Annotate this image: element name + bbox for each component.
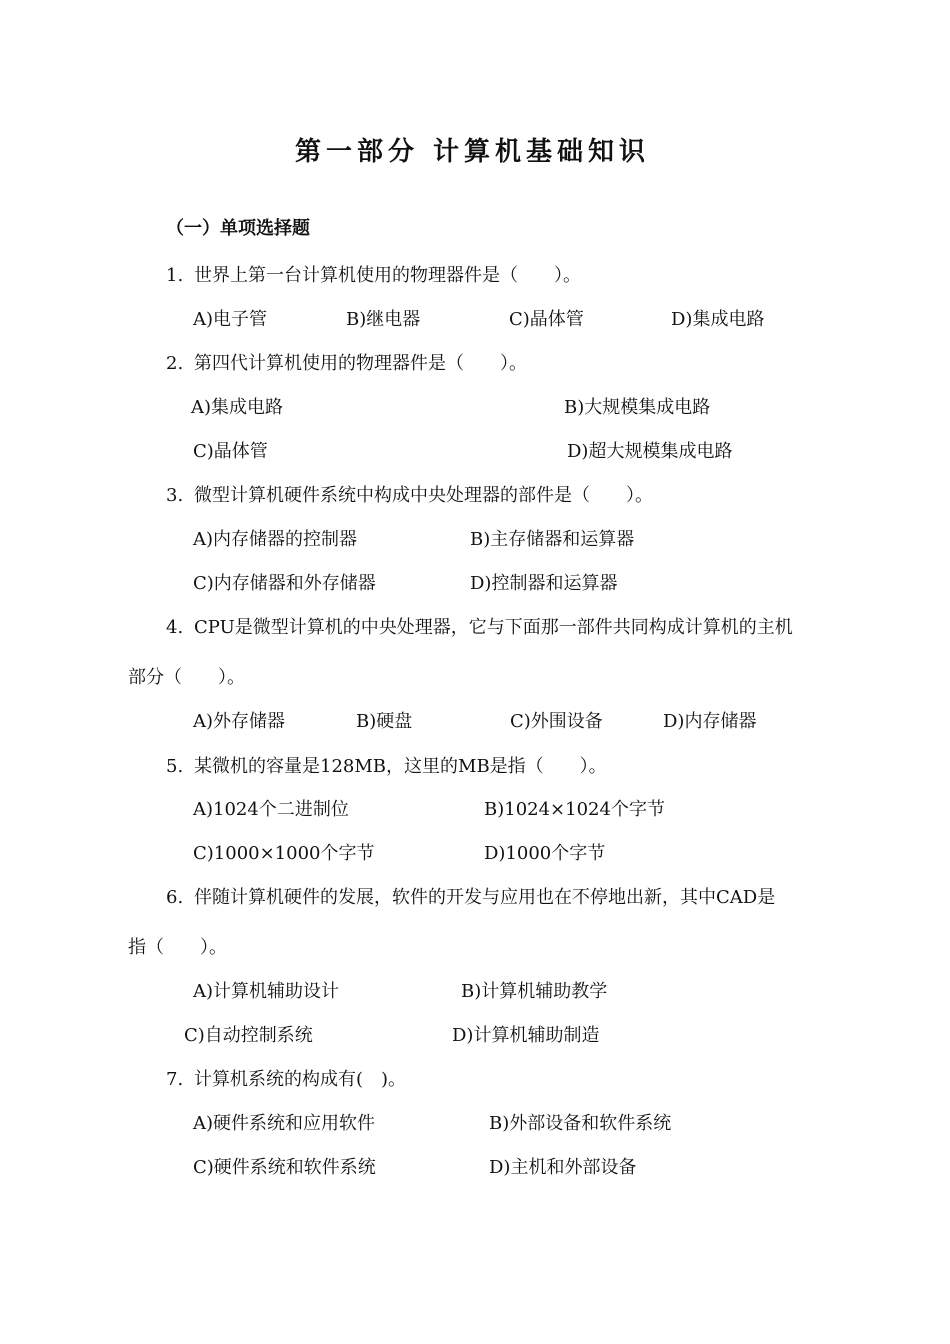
question-2-option-c: C)晶体管 bbox=[193, 441, 268, 462]
question-7-option-c: C)硬件系统和软件系统 bbox=[193, 1157, 376, 1178]
question-4-text-continued: 部分（ ）。 bbox=[128, 667, 245, 688]
question-3-option-d: D)控制器和运算器 bbox=[470, 573, 618, 594]
question-4-text: CPU是微型计算机的中央处理器，它与下面那一部件共同构成计算机的主机 bbox=[194, 617, 793, 638]
question-6-text: 伴随计算机硬件的发展，软件的开发与应用也在不停地出新，其中CAD是 bbox=[194, 887, 776, 908]
question-4-option-d: D)内存储器 bbox=[663, 711, 757, 732]
question-4-option-a: A)外存储器 bbox=[193, 711, 286, 732]
question-4-option-b: B)硬盘 bbox=[356, 711, 413, 732]
question-2-option-b: B)大规模集成电路 bbox=[564, 397, 711, 418]
question-3-option-c: C)内存储器和外存储器 bbox=[193, 573, 376, 594]
question-6-option-d: D)计算机辅助制造 bbox=[452, 1025, 600, 1046]
question-1-option-a: A)电子管 bbox=[193, 309, 268, 330]
question-4-option-c: C)外围设备 bbox=[510, 711, 603, 732]
section-heading: （一）单项选择题 bbox=[166, 218, 310, 239]
question-5-option-a: A)1024个二进制位 bbox=[193, 799, 349, 820]
question-5-option-c: C)1000×1000个字节 bbox=[193, 843, 375, 864]
page-title: 第一部分 计算机基础知识 bbox=[295, 137, 651, 167]
question-5-text: 某微机的容量是128MB，这里的MB是指（ ）。 bbox=[194, 756, 607, 777]
question-2-text: 第四代计算机使用的物理器件是（ ）。 bbox=[194, 353, 527, 374]
question-4-number: 4. bbox=[166, 617, 184, 638]
question-6-number: 6. bbox=[166, 887, 184, 908]
question-7-option-a: A)硬件系统和应用软件 bbox=[193, 1113, 376, 1134]
question-5-number: 5. bbox=[166, 756, 184, 777]
question-2-option-d: D)超大规模集成电路 bbox=[567, 441, 733, 462]
question-3-text: 微型计算机硬件系统中构成中央处理器的部件是（ ）。 bbox=[194, 485, 653, 506]
question-1-option-c: C)晶体管 bbox=[509, 309, 584, 330]
question-1-number: 1. bbox=[166, 265, 184, 286]
question-3-option-b: B)主存储器和运算器 bbox=[470, 529, 635, 550]
question-2-option-a: A)集成电路 bbox=[191, 397, 284, 418]
question-5-option-d: D)1000个字节 bbox=[484, 843, 606, 864]
question-3-number: 3. bbox=[166, 485, 184, 506]
question-7-option-d: D)主机和外部设备 bbox=[489, 1157, 637, 1178]
question-5-option-b: B)1024×1024个字节 bbox=[484, 799, 665, 820]
question-1-option-b: B)继电器 bbox=[346, 309, 421, 330]
question-6-option-b: B)计算机辅助教学 bbox=[461, 981, 608, 1002]
question-3-option-a: A)内存储器的控制器 bbox=[193, 529, 358, 550]
question-7-number: 7. bbox=[166, 1069, 184, 1090]
question-7-text: 计算机系统的构成有( )。 bbox=[194, 1069, 407, 1090]
question-7-option-b: B)外部设备和软件系统 bbox=[489, 1113, 672, 1134]
question-1-option-d: D)集成电路 bbox=[671, 309, 765, 330]
question-6-text-continued: 指（ ）。 bbox=[128, 937, 227, 958]
question-6-option-a: A)计算机辅助设计 bbox=[193, 981, 340, 1002]
question-1-text: 世界上第一台计算机使用的物理器件是（ ）。 bbox=[194, 265, 581, 286]
question-6-option-c: C)自动控制系统 bbox=[184, 1025, 313, 1046]
question-2-number: 2. bbox=[166, 353, 184, 374]
